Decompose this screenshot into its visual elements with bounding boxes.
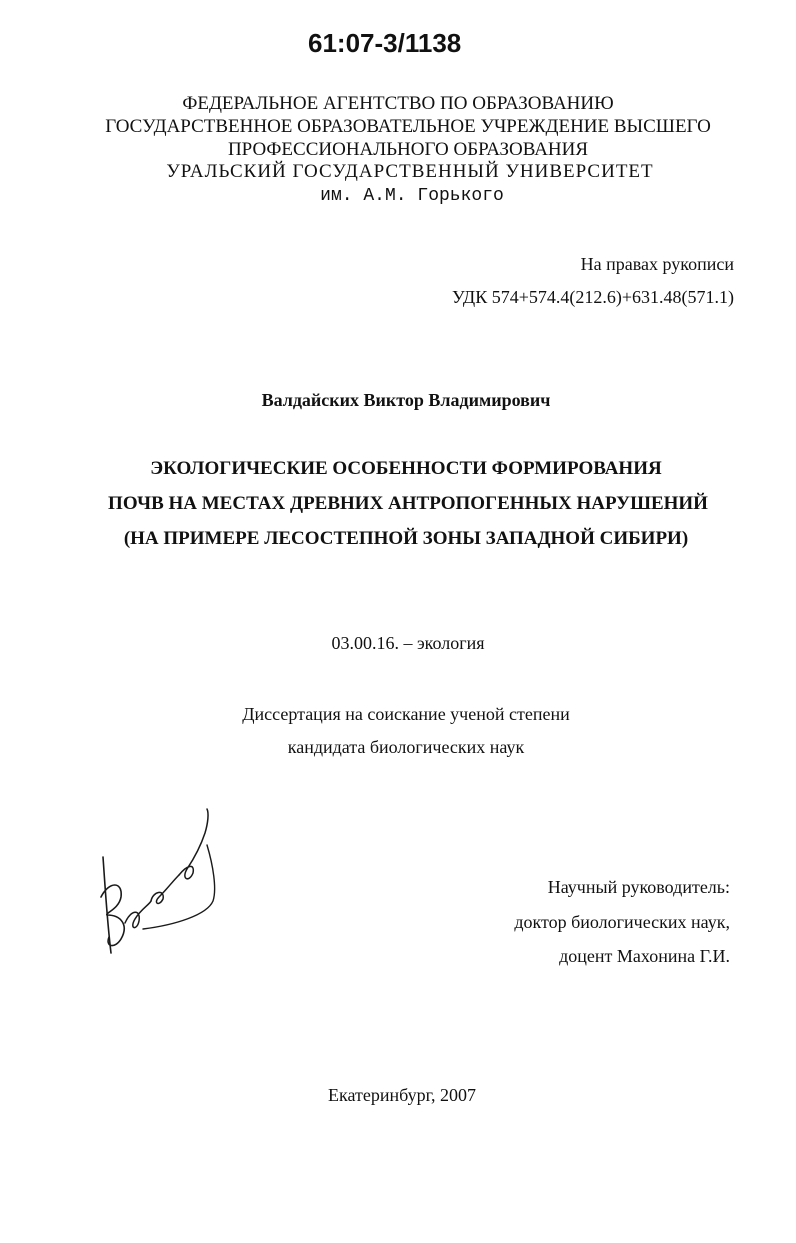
supervisor-line-1: Научный руководитель:	[547, 877, 730, 897]
supervisor-line-2: доктор биологических наук,	[514, 912, 730, 932]
catalog-number: 61:07-3/1138	[308, 28, 462, 58]
dissertation-line-1: Диссертация на соискание ученой степени	[242, 704, 570, 724]
org-line-1: ФЕДЕРАЛЬНОЕ АГЕНТСТВО ПО ОБРАЗОВАНИЮ	[182, 93, 614, 114]
supervisor-line-3: доцент Махонина Г.И.	[559, 946, 730, 966]
org-line-4: УРАЛЬСКИЙ ГОСУДАРСТВЕННЫЙ УНИВЕРСИТЕТ	[166, 161, 654, 182]
handwritten-signature	[95, 805, 225, 965]
title-line-2: ПОЧВ НА МЕСТАХ ДРЕВНИХ АНТРОПОГЕННЫХ НАРУШЕНИЙ	[108, 493, 708, 514]
udc-code: УДК 574+574.4(212.6)+631.48(571.1)	[452, 287, 734, 307]
org-line-2: ГОСУДАРСТВЕННОЕ ОБРАЗОВАТЕЛЬНОЕ УЧРЕЖДЕНИЕ ВЫСШЕГО	[105, 116, 711, 137]
author-name: Валдайских Виктор Владимирович	[261, 390, 551, 410]
specialty: 03.00.16. – экология	[331, 633, 485, 653]
dissertation-line-2: кандидата биологических наук	[287, 737, 525, 757]
org-line-5: им. А.М. Горького	[320, 186, 504, 206]
rights-note: На правах рукописи	[580, 254, 734, 274]
org-line-3: ПРОФЕССИОНАЛЬНОГО ОБРАЗОВАНИЯ	[227, 139, 589, 160]
place-and-year: Екатеринбург, 2007	[328, 1085, 476, 1105]
title-line-1: ЭКОЛОГИЧЕСКИЕ ОСОБЕННОСТИ ФОРМИРОВАНИЯ	[150, 458, 662, 479]
title-line-3: (НА ПРИМЕРЕ ЛЕСОСТЕПНОЙ ЗОНЫ ЗАПАДНОЙ СИБИРИ)	[123, 528, 689, 549]
